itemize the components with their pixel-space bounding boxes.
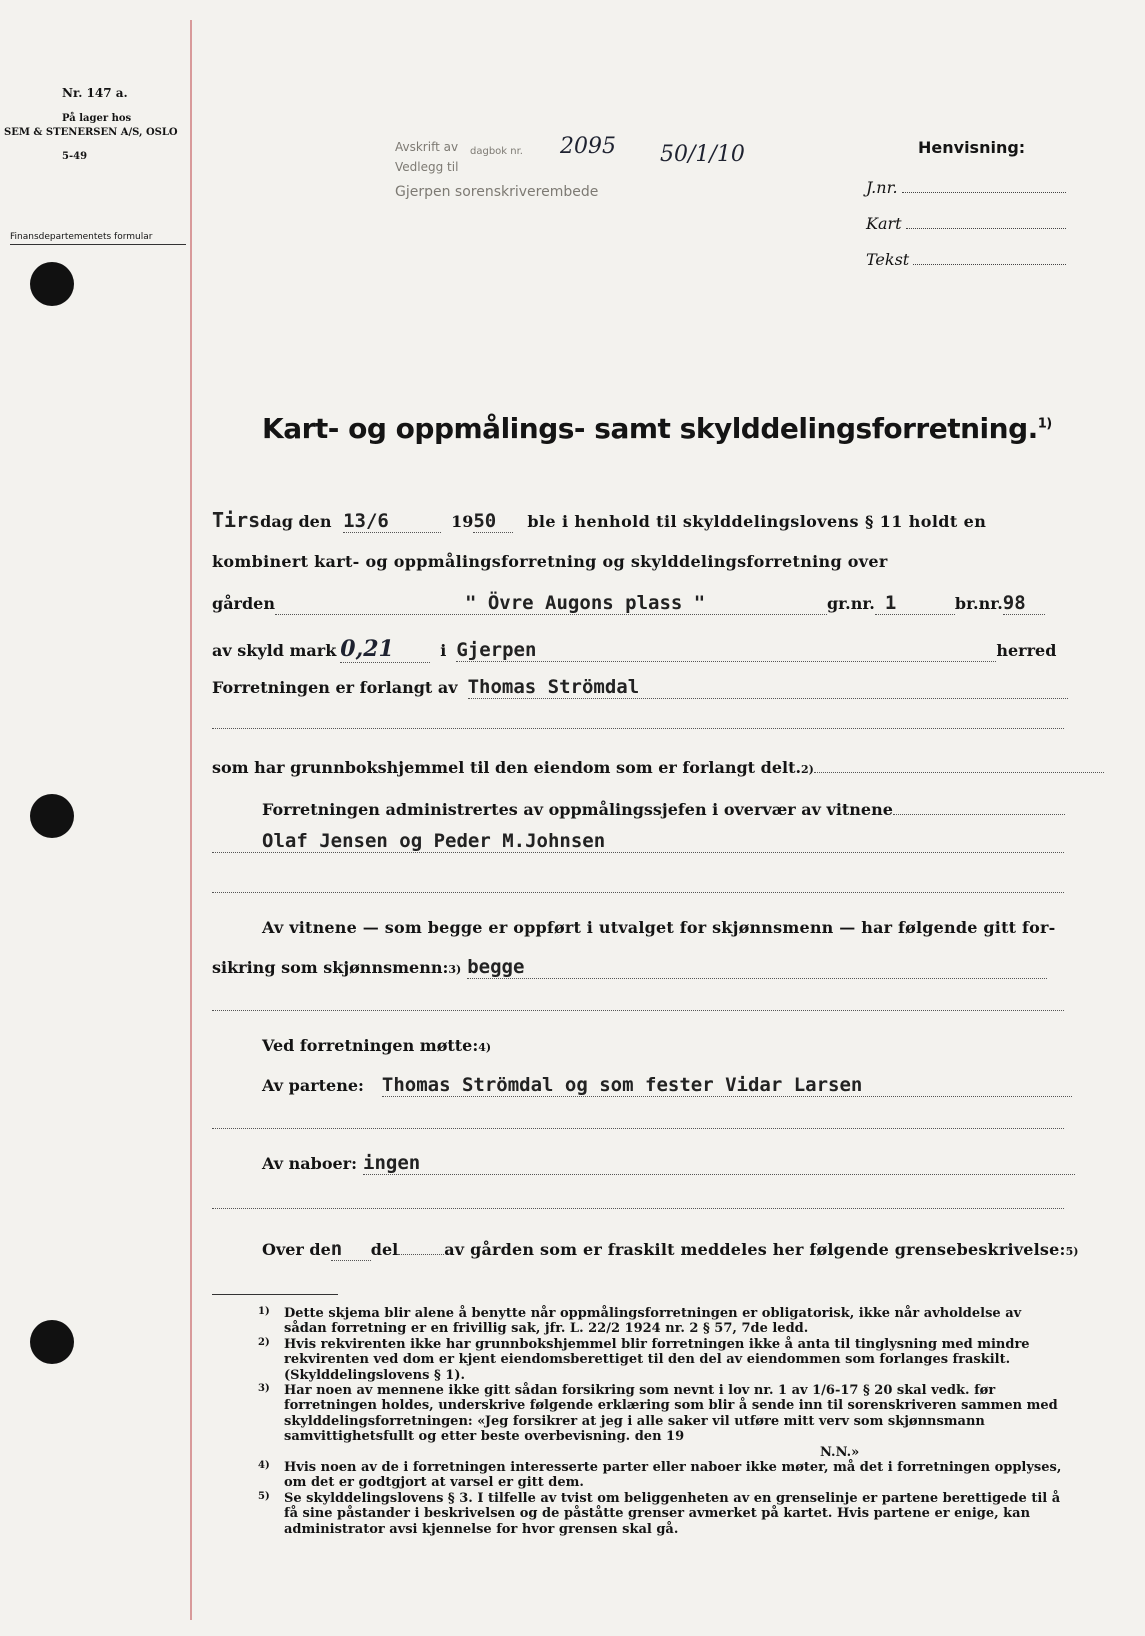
partene-row [262, 1074, 1072, 1097]
hjemmel-text: som har grunnbokshjemmel til den eiendom som er forlangt delt. [212, 758, 802, 777]
kart-row [866, 214, 1066, 233]
weekday-value[interactable]: Tirs [212, 508, 261, 532]
vitne-value[interactable]: begge [467, 956, 1047, 979]
naboer-label: Av naboer: [262, 1154, 358, 1173]
mote-row [262, 1036, 491, 1055]
admin-text: Forretningen administrertes av oppmålingssjefen i overvær av vitnene [262, 800, 893, 819]
footnote-separator [212, 1294, 338, 1295]
reference-heading: Henvisning: [918, 138, 1026, 157]
tekst-field[interactable] [913, 252, 1066, 265]
vitne-text1: Av vitnene — som begge er oppført i utvalget for skjønnsmenn — har følgende gitt for- [262, 918, 1056, 937]
garden-value[interactable]: " Övre Augons plass " [275, 592, 827, 615]
footnote-signature: N.N.» [820, 1444, 860, 1460]
date-row [212, 508, 986, 533]
footnote: 4) Hvis noen av de i forretningen interesserte parter eller naboer ikke møter, må det i forretningen opplyses, om det er godtgjort at varsel er gitt dem. [258, 1460, 1062, 1491]
kart-label: Kart [866, 214, 902, 233]
year-value[interactable]: 50 [473, 510, 513, 533]
brnr-label: br.nr. [954, 594, 1003, 613]
forlangt-value[interactable]: Thomas Strömdal [468, 676, 1068, 699]
hjemmel-row [212, 758, 1104, 777]
forlangt-row [212, 676, 1068, 699]
over-note: 5) [1065, 1245, 1079, 1258]
punch-hole [30, 262, 74, 306]
footnote: 5) Se skylddelingslovens § 3. I tilfelle av tvist om beliggenheten av en grenselinje er partene berettigede til å få sine påstander i beskrivelsen og de påståtte grenser avmerket på kartet. Hvis partene er enige, kan administrator avsi kjennelse for hvor grensen skal gå. [258, 1490, 1061, 1537]
admin-field[interactable] [893, 814, 1065, 815]
blank-line[interactable] [212, 1208, 1064, 1209]
admin-row [262, 800, 1065, 819]
edition: 5-49 [62, 151, 88, 162]
skyld-row [212, 636, 1056, 663]
margin-line [190, 20, 192, 1620]
blank-line[interactable] [212, 1010, 1064, 1011]
hjemmel-note: 2) [801, 763, 814, 776]
blank-line[interactable] [212, 728, 1064, 729]
tekst-label: Tekst [866, 250, 910, 269]
title-note: 1) [1037, 416, 1052, 432]
grnr-value[interactable]: 1 [875, 592, 955, 615]
skyld-label: av skyld mark [212, 641, 337, 660]
punch-hole [30, 794, 74, 838]
date-value[interactable]: 13/6 [343, 510, 441, 533]
stamp-line3: Gjerpen sorenskriverembede [395, 184, 599, 200]
tekst-row [866, 250, 1066, 269]
jnr-label: J.nr. [866, 178, 898, 197]
forlangt-label: Forretningen er forlangt av [212, 678, 458, 697]
mote-text: Ved forretningen møtte: [262, 1036, 479, 1055]
line1-rest: ble i henhold til skylddelingslovens § 11 holdt en [527, 512, 987, 531]
herred-value[interactable]: Gjerpen [456, 639, 996, 662]
blank-line[interactable] [212, 1128, 1064, 1129]
witness-row [212, 830, 1064, 853]
footnote: 2) Hvis rekvirenten ikke har grunnbokshjemmel blir forretningen ikke å anta til tinglysning med mindre rekvirenten ved dom er kjent eiendomsberettiget til den del av eiendommen som forlanges fraskilt. (Skylddelingslovens § 1). [258, 1336, 1030, 1383]
punch-hole [30, 1320, 74, 1364]
del-field[interactable] [398, 1254, 444, 1255]
vitne-text2: sikring som skjønnsmenn: [212, 958, 449, 977]
garden-label: gården [212, 594, 275, 613]
naboer-row [262, 1152, 1075, 1175]
garden-row [212, 592, 1045, 615]
witnesses-value[interactable]: Olaf Jensen og Peder M.Johnsen [212, 830, 1064, 853]
jnr-field[interactable] [902, 180, 1066, 193]
footnotes [260, 1306, 1068, 1537]
handwritten-ref: 2095 [560, 134, 616, 159]
over-value[interactable]: n [331, 1238, 371, 1261]
brnr-value[interactable]: 98 [1003, 592, 1045, 615]
partene-label: Av partene: [262, 1076, 364, 1095]
kart-field[interactable] [906, 216, 1066, 229]
stamp-line1: Avskrift av [395, 140, 459, 154]
handwritten-date: 50/1/10 [660, 142, 745, 167]
stamp-line2: Vedlegg til [395, 160, 459, 174]
skyld-value[interactable]: 0,21 [340, 636, 430, 663]
naboer-value[interactable]: ingen [363, 1152, 1075, 1175]
mote-note: 4) [478, 1041, 492, 1054]
partene-value[interactable]: Thomas Strömdal og som fester Vidar Larsen [382, 1074, 1072, 1097]
ministry-label: Finansdepartementets formular [10, 232, 186, 245]
herred-label: herred [996, 641, 1057, 660]
footnote: 1) Dette skjema blir alene å benytte når oppmålingsforretningen er obligatorisk, ikke når avholdelse av sådan forretning er en frivillig sak, jfr. L. 22/2 1924 nr. 2 § 57, 7de ledd. [258, 1306, 1022, 1337]
line2: kombinert kart- og oppmålingsforretning og skylddelingsforretning over [212, 552, 888, 571]
page-title: Kart- og oppmålings- samt skylddelingsforretning.$^{1)}$ [262, 412, 1052, 445]
form-number: Nr. 147 a. [62, 86, 128, 100]
over-rest: av gården som er fraskilt meddeles her følgende grensebeskrivelse: [444, 1240, 1066, 1259]
stamp-line1b: dagbok nr. [470, 146, 523, 157]
stock-line1: På lager hos [62, 113, 132, 124]
vitne-row [212, 956, 1047, 979]
hjemmel-field[interactable] [814, 772, 1104, 773]
over-row [262, 1238, 1078, 1261]
blank-line[interactable] [212, 892, 1064, 893]
vitne-note: 3) [448, 963, 462, 976]
i-label: i [440, 641, 447, 660]
dag-den-label: dag den [260, 512, 332, 531]
del-label: del [370, 1240, 399, 1259]
footnote: 3) Har noen av mennene ikke gitt sådan forsikring som nevnt i lov nr. 1 av 1/6-17 § 20 skal vedk. før forretningen holdes, underskrive følgende erklæring som blir å sende inn til sorenskriveren sammen med skylddelingsforretningen: «Jeg forsikrer at jeg i alle saker vil utføre mitt verv som skjønnsmann samvittighetsfullt og etter beste overbevisning. den 19 [258, 1383, 1058, 1445]
stock-line2: SEM & STENERSEN A/S, OSLO [4, 127, 178, 138]
year-prefix: 19 [451, 512, 474, 531]
grnr-label: gr.nr. [826, 594, 875, 613]
jnr-row [866, 178, 1066, 197]
over-label: Over de [262, 1240, 331, 1259]
